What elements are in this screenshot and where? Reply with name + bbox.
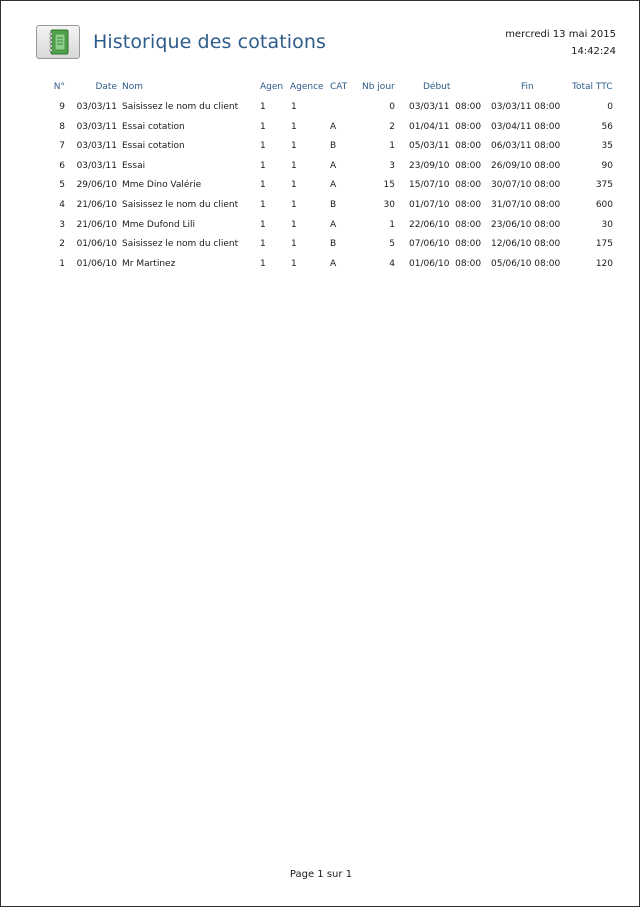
cell-total: 120 bbox=[595, 258, 613, 269]
cell-total: 600 bbox=[595, 200, 613, 210]
col-header-total: Total TTC bbox=[572, 82, 613, 92]
cell-total: 175 bbox=[595, 239, 613, 250]
cell-agen: 1 bbox=[260, 200, 266, 210]
col-header-num: N° bbox=[53, 82, 65, 92]
cell-cat: A bbox=[330, 180, 337, 191]
cell-cat: B bbox=[330, 141, 337, 152]
cell-agence: 1 bbox=[291, 160, 297, 171]
cell-date: 03/03/11 bbox=[76, 121, 117, 132]
cell-total: 0 bbox=[607, 102, 613, 112]
col-header-date: Date bbox=[95, 82, 117, 92]
cell-total: 56 bbox=[601, 121, 613, 132]
cell-date: 21/06/10 bbox=[76, 200, 117, 210]
cell-debut: 15/07/10 08:00 bbox=[409, 180, 482, 191]
cell-fin: 23/06/10 08:00 bbox=[491, 219, 561, 230]
cell-fin: 05/06/10 08:00 bbox=[491, 258, 561, 269]
cell-nom: Saisissez le nom du client bbox=[122, 200, 239, 210]
cell-num: 9 bbox=[59, 102, 65, 112]
page-number: Page 1 sur 1 bbox=[289, 869, 353, 880]
cell-date: 03/03/11 bbox=[76, 102, 117, 112]
cell-total: 90 bbox=[601, 160, 613, 171]
table-row bbox=[1, 122, 640, 142]
cell-num: 7 bbox=[59, 141, 65, 152]
cell-agence: 1 bbox=[291, 239, 297, 250]
cell-agence: 1 bbox=[291, 258, 297, 269]
cell-agen: 1 bbox=[260, 102, 266, 112]
cell-nom: Essai cotation bbox=[122, 121, 185, 132]
cell-nbjour: 1 bbox=[389, 219, 395, 230]
cell-debut: 01/06/10 08:00 bbox=[409, 258, 482, 269]
cell-agence: 1 bbox=[291, 219, 297, 230]
cell-nom: Essai cotation bbox=[122, 141, 185, 152]
cell-date: 01/06/10 bbox=[76, 258, 117, 269]
cell-total: 375 bbox=[595, 180, 613, 191]
cell-debut: 05/03/11 08:00 bbox=[409, 141, 482, 152]
cell-date: 01/06/10 bbox=[76, 239, 117, 250]
cell-nom: Saisissez le nom du client bbox=[122, 239, 239, 250]
table-row bbox=[1, 141, 640, 161]
col-header-agen: Agen bbox=[260, 82, 284, 92]
cell-agence: 1 bbox=[291, 102, 297, 112]
cell-nom: Mr Martinez bbox=[122, 258, 176, 269]
cell-nbjour: 3 bbox=[389, 160, 395, 171]
cell-date: 03/03/11 bbox=[76, 141, 117, 152]
cell-nbjour: 30 bbox=[383, 200, 395, 210]
cell-debut: 07/06/10 08:00 bbox=[409, 239, 482, 250]
cell-num: 2 bbox=[59, 239, 65, 250]
cell-agen: 1 bbox=[260, 141, 266, 152]
cell-cat: A bbox=[330, 121, 337, 132]
cell-agence: 1 bbox=[291, 180, 297, 191]
col-header-nbjour: Nb jour bbox=[362, 82, 395, 92]
col-header-cat: CAT bbox=[330, 82, 348, 92]
cell-num: 4 bbox=[59, 200, 65, 210]
cell-nbjour: 15 bbox=[383, 180, 395, 191]
cell-nom: Saisissez le nom du client bbox=[122, 102, 239, 112]
cell-debut: 01/07/10 08:00 bbox=[409, 200, 482, 210]
cell-cat: A bbox=[330, 258, 337, 269]
cell-num: 5 bbox=[59, 180, 65, 191]
cell-nom: Mme Dino Valérie bbox=[122, 180, 202, 191]
table-row bbox=[1, 239, 640, 259]
table-row bbox=[1, 200, 640, 220]
cell-cat: B bbox=[330, 239, 337, 250]
table-row bbox=[1, 102, 640, 122]
cell-fin: 26/09/10 08:00 bbox=[491, 160, 561, 171]
cell-nbjour: 0 bbox=[389, 102, 395, 112]
cell-nbjour: 4 bbox=[389, 258, 395, 269]
table-row bbox=[1, 220, 640, 240]
cell-fin: 03/03/11 08:00 bbox=[491, 102, 561, 112]
cell-total: 30 bbox=[601, 219, 613, 230]
cell-fin: 31/07/10 08:00 bbox=[491, 200, 561, 210]
cell-debut: 03/03/11 08:00 bbox=[409, 102, 482, 112]
cell-total: 35 bbox=[601, 141, 613, 152]
table-row bbox=[1, 180, 640, 200]
cell-debut: 23/09/10 08:00 bbox=[409, 160, 482, 171]
cell-cat: A bbox=[330, 160, 337, 171]
cell-nbjour: 5 bbox=[389, 239, 395, 250]
cell-agen: 1 bbox=[260, 239, 266, 250]
cell-agen: 1 bbox=[260, 180, 266, 191]
cell-num: 1 bbox=[59, 258, 65, 269]
cell-num: 6 bbox=[59, 160, 65, 171]
cell-agence: 1 bbox=[291, 121, 297, 132]
cell-cat: A bbox=[330, 219, 337, 230]
cell-debut: 01/04/11 08:00 bbox=[409, 121, 482, 132]
cell-nom: Mme Dufond Lili bbox=[122, 219, 196, 230]
cell-nbjour: 1 bbox=[389, 141, 395, 152]
report-title: Historique des cotations bbox=[93, 31, 327, 53]
cell-fin: 30/07/10 08:00 bbox=[491, 180, 561, 191]
report-notebook-icon bbox=[36, 25, 80, 59]
col-header-fin: Fin bbox=[521, 82, 534, 92]
cell-date: 21/06/10 bbox=[76, 219, 117, 230]
cell-nbjour: 2 bbox=[389, 121, 395, 132]
cell-agen: 1 bbox=[260, 160, 266, 171]
cell-nom: Essai bbox=[122, 160, 146, 171]
cell-agen: 1 bbox=[260, 219, 266, 230]
col-header-debut: Début bbox=[423, 82, 451, 92]
cell-fin: 03/04/11 08:00 bbox=[491, 121, 561, 132]
cell-num: 3 bbox=[59, 219, 65, 230]
cell-agen: 1 bbox=[260, 121, 266, 132]
cell-agen: 1 bbox=[260, 258, 266, 269]
table-row bbox=[1, 259, 640, 279]
cell-fin: 12/06/10 08:00 bbox=[491, 239, 561, 250]
cell-agence: 1 bbox=[291, 200, 297, 210]
col-header-nom: Nom bbox=[122, 82, 144, 92]
cell-date: 03/03/11 bbox=[76, 160, 117, 171]
col-header-agence: Agence bbox=[290, 82, 324, 92]
cell-num: 8 bbox=[59, 121, 65, 132]
cell-debut: 22/06/10 08:00 bbox=[409, 219, 482, 230]
table-row bbox=[1, 161, 640, 181]
cell-cat: B bbox=[330, 200, 337, 210]
report-date: mercredi 13 mai 2015 bbox=[505, 29, 616, 40]
cell-fin: 06/03/11 08:00 bbox=[491, 141, 561, 152]
report-time: 14:42:24 bbox=[571, 46, 616, 57]
cell-date: 29/06/10 bbox=[76, 180, 117, 191]
cell-agence: 1 bbox=[291, 141, 297, 152]
